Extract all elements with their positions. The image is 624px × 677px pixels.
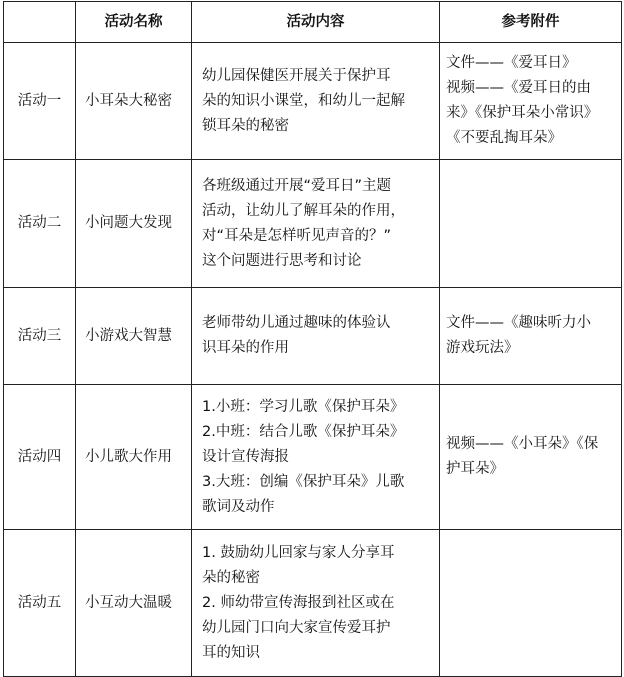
content-line: 2.中班：结合儿歌《保护耳朵》 — [202, 423, 405, 440]
activity-attachment — [440, 160, 622, 288]
activity-index: 活动五 — [4, 530, 76, 677]
activity-attachment — [440, 530, 622, 677]
table-header-row — [4, 2, 622, 43]
attachment-line: 文件——《爱耳日》 — [446, 55, 577, 71]
attachment-line: 护耳朵》 — [446, 461, 504, 477]
attachment-line: 视频——《爱耳日的由 — [446, 80, 591, 96]
content-line: 2. 师幼带宣传海报到社区或在 — [202, 594, 395, 611]
content-line: 设计宣传海报 — [202, 448, 289, 465]
activity-content — [192, 385, 440, 530]
attachment-line: 《不要乱掏耳朵》 — [446, 130, 562, 146]
activity-content — [192, 43, 440, 160]
attachment-line: 文件——《趣味听力小 — [446, 315, 591, 331]
activity-attachment — [440, 288, 622, 385]
content-line: 歌词及动作 — [202, 498, 275, 515]
content-line: 朵的知识小课堂，和幼儿一起解 — [202, 92, 405, 109]
content-line: 锁耳朵的秘密 — [202, 117, 289, 134]
table-row — [4, 288, 622, 385]
activity-name: 小问题大发现 — [76, 160, 192, 288]
table-row — [4, 43, 622, 160]
activity-content — [192, 530, 440, 677]
content-line: 老师带幼儿通过趣味的体验认 — [202, 315, 391, 331]
activity-name: 小游戏大智慧 — [76, 288, 192, 385]
content-line: 识耳朵的作用 — [202, 340, 289, 356]
attachment-line: 游戏玩法》 — [446, 340, 519, 356]
content-line: 1.小班：学习儿歌《保护耳朵》 — [202, 398, 405, 415]
attachment-line: 来》《保护耳朵小常识》 — [446, 105, 599, 121]
content-line: 各班级通过开展“爱耳日”主题 — [202, 177, 392, 194]
content-line: 朵的秘密 — [202, 569, 260, 586]
activity-content — [192, 288, 440, 385]
activity-index: 活动一 — [4, 43, 76, 160]
content-line: 这个问题进行思考和讨论 — [202, 252, 362, 269]
activity-index: 活动二 — [4, 160, 76, 288]
content-line: 幼儿园门口向大家宣传爱耳护 — [202, 619, 391, 636]
header-attachments: 参考附件 — [440, 2, 622, 43]
activity-name: 小儿歌大作用 — [76, 385, 192, 530]
header-index — [4, 2, 76, 43]
activity-index: 活动四 — [4, 385, 76, 530]
activity-attachment — [440, 385, 622, 530]
table-row — [4, 385, 622, 530]
table-row — [4, 530, 622, 677]
content-line: 活动，让幼儿了解耳朵的作用， — [202, 202, 405, 219]
content-line: 3.大班：创编《保护耳朵》儿歌 — [202, 473, 405, 490]
content-line: 对“耳朵是怎样听见声音的？” — [202, 227, 392, 244]
activity-table — [3, 1, 622, 677]
content-line: 1. 鼓励幼儿回家与家人分享耳 — [202, 544, 395, 561]
activity-attachment — [440, 43, 622, 160]
table-row — [4, 160, 622, 288]
activity-content — [192, 160, 440, 288]
content-line: 耳的知识 — [202, 644, 260, 661]
header-activity-name: 活动名称 — [76, 2, 192, 43]
activity-index: 活动三 — [4, 288, 76, 385]
activity-name: 小耳朵大秘密 — [76, 43, 192, 160]
header-activity-content: 活动内容 — [192, 2, 440, 43]
attachment-line: 视频——《小耳朵》《保 — [446, 436, 599, 452]
content-line: 幼儿园保健医开展关于保护耳 — [202, 67, 391, 84]
activity-name: 小互动大温暖 — [76, 530, 192, 677]
